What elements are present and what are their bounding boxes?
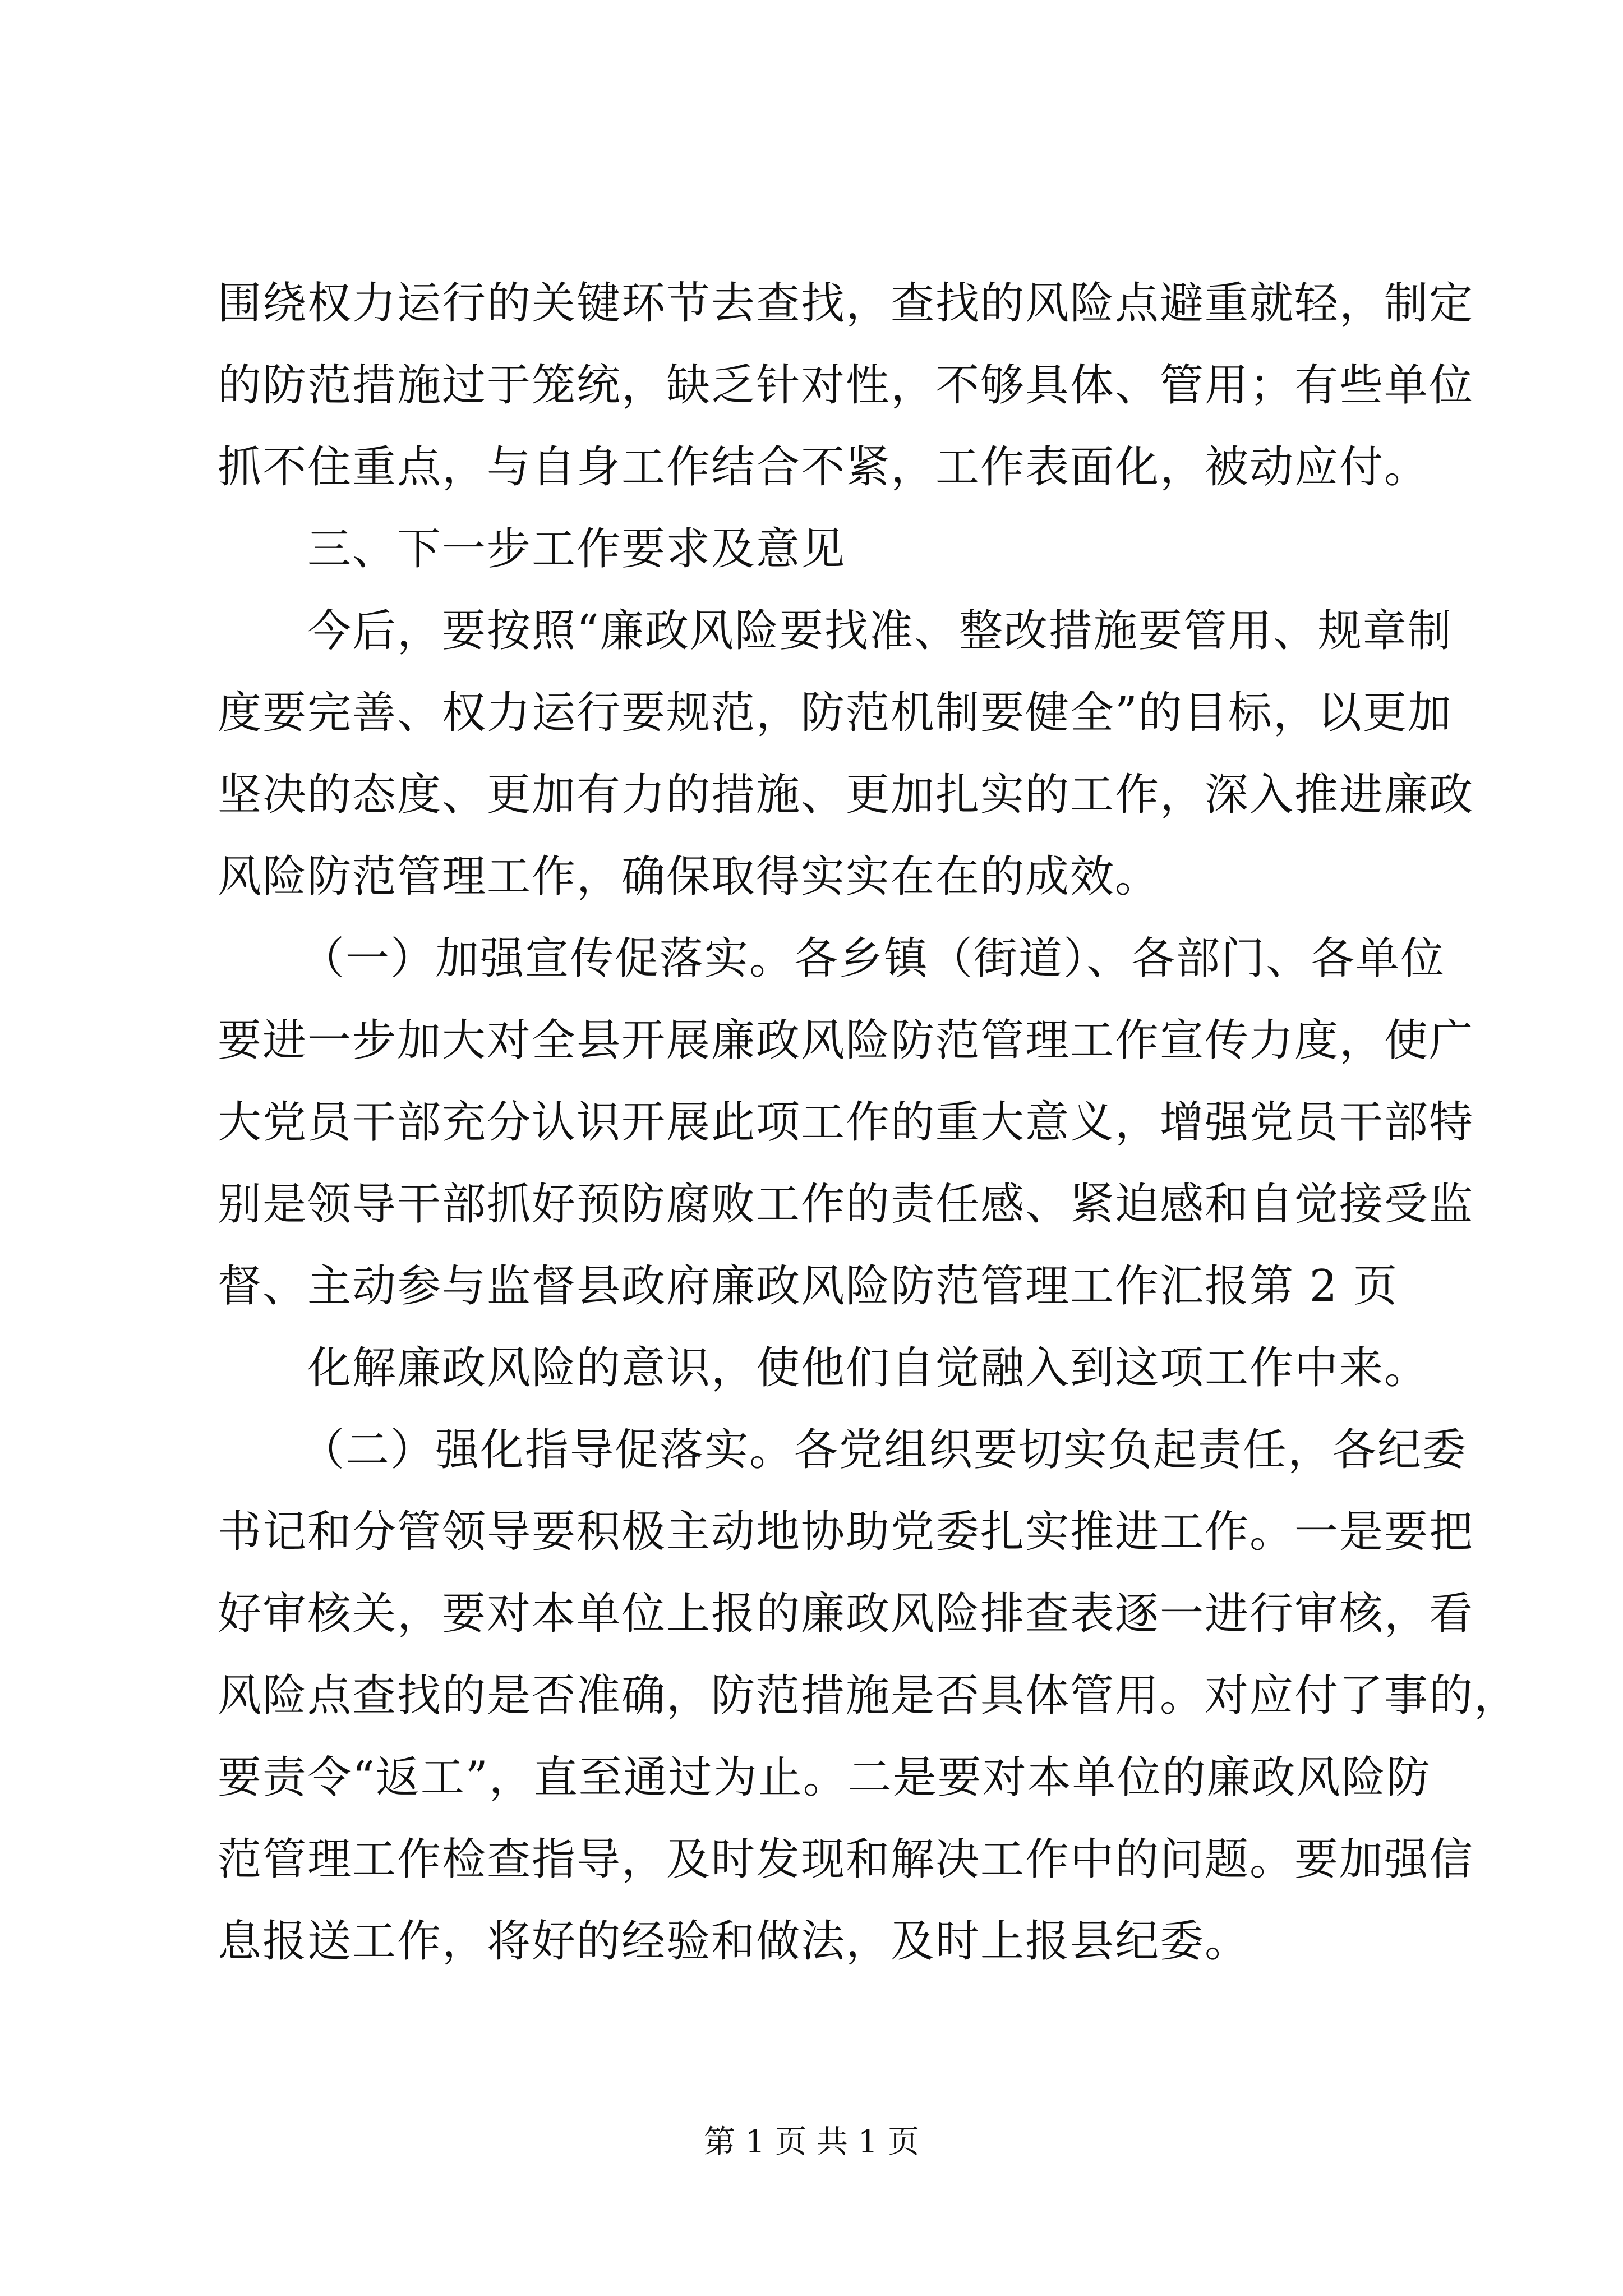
text-line: 别是领导干部抓好预防腐败工作的责任感、紧迫感和自觉接受监 — [218, 1179, 1474, 1230]
subsection-line: （一）加强宣传促落实。各乡镇（街道）、各部门、各单位 — [301, 933, 1446, 984]
text-line: 抓不住重点，与自身工作结合不紧，工作表面化，被动应付。 — [218, 442, 1430, 493]
page-footer: 第 1 页 共 1 页 — [703, 2124, 920, 2160]
text-line: 的防范措施过于笼统，缺乏针对性，不够具体、管用；有些单位 — [218, 360, 1474, 411]
text-line: 围绕权力运行的关键环节去查找，查找的风险点避重就轻，制定 — [218, 278, 1474, 329]
text-line: 大党员干部充分认识开展此项工作的重大意义，增强党员干部特 — [218, 1097, 1474, 1148]
text-line: 要责令“返工”，直至通过为止。二是要对本单位的廉政风险防 — [218, 1752, 1431, 1803]
text-line: 风险点查找的是否准确，防范措施是否具体管用。对应付了事的， — [218, 1671, 1519, 1721]
section-heading: 三、下一步工作要求及意见 — [307, 524, 846, 574]
text-line: 好审核关，要对本单位上报的廉政风险排查表逐一进行审核，看 — [218, 1589, 1474, 1639]
text-line: 度要完善、权力运行要规范，防范机制要健全”的目标，以更加 — [218, 688, 1453, 738]
text-line: 坚决的态度、更加有力的措施、更加扎实的工作，深入推进廉政 — [218, 770, 1474, 820]
text-line: 书记和分管领导要积极主动地协助党委扎实推进工作。一是要把 — [218, 1507, 1474, 1557]
text-line: 今后，要按照“廉政风险要找准、整改措施要管用、规章制 — [307, 606, 1453, 656]
text-line: 范管理工作检查指导，及时发现和解决工作中的问题。要加强信 — [218, 1834, 1474, 1885]
text-line: 息报送工作，将好的经验和做法，及时上报县纪委。 — [218, 1916, 1250, 1967]
text-line: 督、主动参与监督县政府廉政风险防范管理工作汇报第 2 页 — [218, 1261, 1399, 1312]
text-line: 风险防范管理工作，确保取得实实在在的成效。 — [218, 852, 1160, 902]
text-line: 化解廉政风险的意识，使他们自觉融入到这项工作中来。 — [307, 1343, 1430, 1393]
subsection-line: （二）强化指导促落实。各党组织要切实负起责任，各纪委 — [301, 1425, 1468, 1475]
text-line: 要进一步加大对全县开展廉政风险防范管理工作宣传力度，使广 — [218, 1015, 1474, 1066]
document-body — [218, 263, 1519, 1982]
